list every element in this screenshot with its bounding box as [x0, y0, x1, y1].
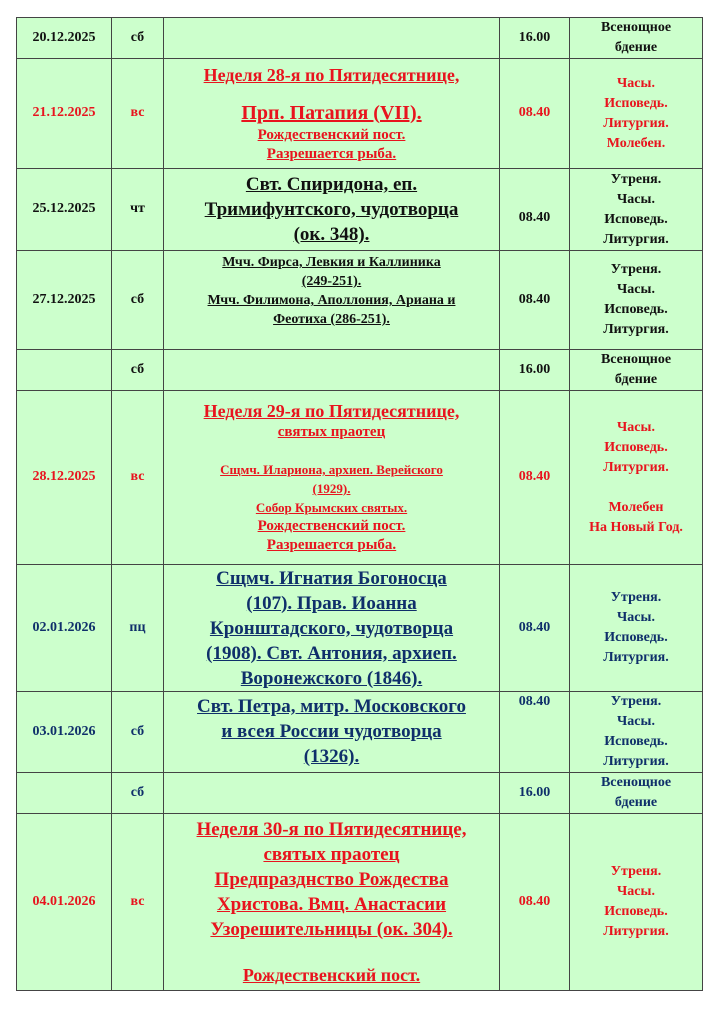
day-cell: сб	[112, 251, 164, 350]
table-row	[17, 18, 703, 59]
day-cell: сб	[112, 18, 164, 59]
desc-line: (249-251).	[301, 274, 362, 289]
service-cell	[570, 692, 703, 773]
service-cell	[570, 251, 703, 350]
desc-line: (1929).	[312, 481, 351, 496]
time-cell: 08.40	[500, 251, 570, 350]
time-cell: 16.00	[500, 350, 570, 391]
desc-line: Рождественский пост.	[242, 965, 421, 985]
desc-cell	[164, 169, 500, 251]
service-line: Литургия.	[603, 650, 669, 665]
service-line: Исповедь.	[604, 904, 668, 919]
time-cell: 08.40	[500, 169, 570, 251]
service-line: Исповедь.	[604, 211, 668, 227]
desc-line: Мчч. Фирса, Левкия и Каллиника	[222, 255, 441, 270]
date-cell: 27.12.2025	[17, 251, 112, 350]
desc-line: Тримифунтского, чудотворца	[204, 199, 459, 220]
desc-line: святых праотец	[277, 424, 386, 440]
time-cell: 16.00	[500, 773, 570, 814]
date-cell: 21.12.2025	[17, 59, 112, 169]
service-line: Исповедь.	[604, 302, 668, 317]
desc-line: Неделя 29-я по Пятидесятнице,	[203, 401, 460, 421]
date-cell: 20.12.2025	[17, 18, 112, 59]
service-line: Молебен	[608, 499, 664, 515]
day-cell: вс	[112, 814, 164, 991]
desc-cell	[164, 565, 500, 692]
table-row	[17, 251, 703, 350]
date-cell: 28.12.2025	[17, 391, 112, 565]
desc-line: Кронштадского, чудотворца	[209, 617, 454, 639]
desc-cell	[164, 773, 500, 814]
service-line: Часы.	[617, 714, 655, 729]
desc-line: (ок. 348).	[293, 224, 370, 245]
service-line: Молебен.	[606, 135, 666, 151]
service-line: Всенощное	[600, 20, 672, 35]
service-line: Литургия.	[603, 115, 669, 131]
desc-line: Христова. Вмц. Анастасии	[216, 894, 447, 915]
day-cell: сб	[112, 692, 164, 773]
service-line: Литургия.	[603, 231, 669, 247]
desc-cell	[164, 251, 500, 350]
desc-line: Сщмч. Илариона, архиеп. Верейского	[220, 462, 443, 477]
day-cell: пц	[112, 565, 164, 692]
desc-line: Прп. Патапия (VII).	[241, 101, 422, 124]
service-cell	[570, 814, 703, 991]
day-cell: вс	[112, 391, 164, 565]
table-row	[17, 773, 703, 814]
day-cell: сб	[112, 773, 164, 814]
desc-cell	[164, 59, 500, 169]
desc-cell	[164, 692, 500, 773]
desc-line: Свт. Спиридона, еп.	[245, 174, 418, 195]
desc-line: Воронежского (1846).	[240, 667, 423, 689]
service-line: бдение	[614, 372, 658, 387]
schedule-table	[16, 17, 703, 991]
service-line: Исповедь.	[604, 95, 668, 111]
desc-line: Феотиха (286-251).	[273, 312, 390, 327]
service-line: бдение	[614, 795, 658, 810]
table-row	[17, 565, 703, 692]
service-line: Всенощное	[600, 352, 672, 367]
service-line: Утреня.	[610, 262, 662, 277]
service-cell	[570, 391, 703, 565]
table-row	[17, 814, 703, 991]
service-cell	[570, 169, 703, 251]
service-line: Литургия.	[603, 754, 669, 769]
desc-line: Мчч. Филимона, Аполлония, Ариана и	[207, 293, 456, 308]
service-line: Исповедь.	[604, 734, 668, 749]
service-line: Часы.	[617, 419, 655, 435]
service-line: Часы.	[617, 610, 655, 625]
service-line: Часы.	[617, 191, 655, 207]
desc-cell	[164, 350, 500, 391]
service-line: Утреня.	[610, 590, 662, 605]
desc-line: Узорешительницы (ок. 304).	[210, 919, 453, 940]
date-cell: 04.01.2026	[17, 814, 112, 991]
service-line: Утреня.	[610, 694, 662, 709]
desc-cell	[164, 18, 500, 59]
table-row	[17, 59, 703, 169]
desc-line: (1326).	[303, 746, 360, 767]
time-cell: 08.40	[500, 692, 570, 773]
date-cell	[17, 350, 112, 391]
desc-line: Разрешается рыба.	[266, 537, 397, 553]
day-cell: вс	[112, 59, 164, 169]
service-line: Утреня.	[610, 171, 662, 187]
service-cell	[570, 565, 703, 692]
desc-line: Собор Крымских святых.	[255, 500, 408, 515]
service-cell	[570, 18, 703, 59]
table-row	[17, 692, 703, 773]
desc-cell	[164, 814, 500, 991]
desc-line: Рождественский пост.	[257, 126, 406, 143]
service-line: бдение	[614, 40, 658, 55]
desc-line: Рождественский пост.	[257, 518, 406, 534]
service-line: Утреня.	[610, 864, 662, 879]
day-cell: сб	[112, 350, 164, 391]
time-cell: 08.40	[500, 59, 570, 169]
date-cell	[17, 773, 112, 814]
desc-line: Свт. Петра, митр. Московского	[197, 696, 466, 717]
date-cell: 02.01.2026	[17, 565, 112, 692]
service-line: Литургия.	[603, 459, 669, 475]
service-line: Литургия.	[603, 322, 669, 337]
time-cell: 08.40	[500, 391, 570, 565]
desc-line: и всея России чудотворца	[221, 721, 442, 742]
day-cell: чт	[112, 169, 164, 251]
desc-line: Разрешается рыба.	[266, 145, 397, 162]
date-cell: 25.12.2025	[17, 169, 112, 251]
table-row	[17, 350, 703, 391]
service-cell	[570, 773, 703, 814]
time-cell: 08.40	[500, 814, 570, 991]
desc-cell	[164, 391, 500, 565]
service-line: Часы.	[617, 884, 655, 899]
desc-line: Сщмч. Игнатия Богоносца	[216, 567, 447, 589]
service-cell	[570, 59, 703, 169]
service-line: Исповедь.	[604, 439, 668, 455]
time-cell: 08.40	[500, 565, 570, 692]
table-row	[17, 391, 703, 565]
service-line: Всенощное	[600, 775, 672, 790]
desc-line: (1908). Свт. Антония, архиеп.	[206, 642, 457, 664]
desc-line: Неделя 30-я по Пятидесятнице,	[196, 819, 467, 840]
service-line: Исповедь.	[604, 630, 668, 645]
service-line: Литургия.	[603, 924, 669, 939]
desc-line: святых праотец	[263, 844, 400, 865]
service-line: Часы.	[617, 75, 655, 91]
date-cell: 03.01.2026	[17, 692, 112, 773]
desc-line: Неделя 28-я по Пятидесятнице,	[203, 64, 460, 85]
time-cell: 16.00	[500, 18, 570, 59]
table-row	[17, 169, 703, 251]
desc-line: (107). Прав. Иоанна	[246, 592, 417, 614]
service-line: На Новый Год.	[589, 519, 683, 535]
desc-line: Предпразднство Рождества	[214, 869, 449, 890]
service-cell	[570, 350, 703, 391]
service-line: Часы.	[617, 282, 655, 297]
